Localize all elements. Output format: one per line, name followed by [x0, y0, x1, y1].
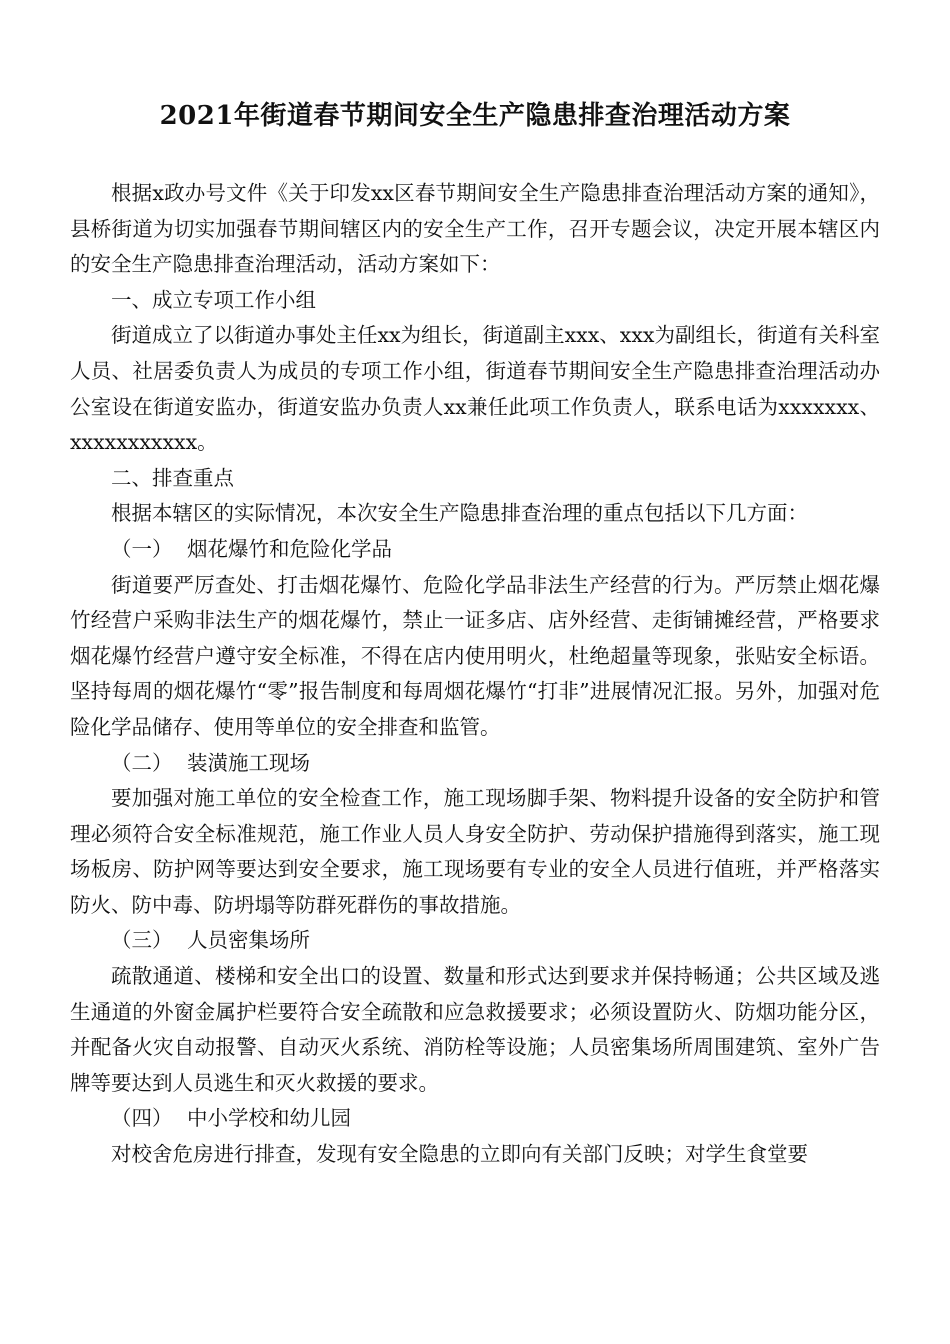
subsection-number: （三） — [111, 928, 173, 953]
subsection-title: 装潢施工现场 — [187, 750, 310, 775]
subsection-4-paragraph: 对校舍危房进行排查，发现有安全隐患的立即向有关部门反映；对学生食堂要 — [111, 1142, 808, 1167]
document-body — [70, 176, 880, 1173]
section-2-heading: 二、排查重点 — [111, 465, 234, 490]
subsection-title: 烟花爆竹和危险化学品 — [187, 536, 392, 561]
subsection-1-paragraph: 街道要严厉查处、打击烟花爆竹、危险化学品非法生产经营的行为。严厉禁止烟花爆竹经营户采购非法生产的烟花爆竹，禁止一证多店、店外经营、走街铺摊经营，严格要求烟花爆竹经营户遵守安全标准，不得在店内使用明火，杜绝超量等现象，张贴安全标语。坚持每周的烟花爆竹“零”报告制度和每周烟花爆竹“打非”进展情况汇报。另外，加强对危险化学品储存、使用等单位的安全排查和监管。 — [70, 572, 880, 739]
subsection-title: 人员密集场所 — [187, 928, 310, 953]
section-1-heading: 一、成立专项工作小组 — [111, 287, 316, 312]
subsection-2-paragraph: 要加强对施工单位的安全检查工作，施工现场脚手架、物料提升设备的安全防护和管理必须符合安全标准规范，施工作业人员人身安全防护、劳动保护措施得到落实，施工现场板房、防护网等要达到安全要求，施工现场要有专业的安全人员进行值班，并严格落实防火、防中毒、防坍塌等防群死群伤的事故措施。 — [70, 786, 880, 917]
document-title: 2021年街道春节期间安全生产隐患排查治理活动方案 — [159, 101, 791, 131]
section-1-paragraph: 街道成立了以街道办事处主任xx为组长，街道副主xxx、xxx为副组长，街道有关科室人员、社居委负责人为成员的专项工作小组，街道春节期间安全生产隐患排查治理活动办公室设在街道安监办，街道安监办负责人xx兼任此项工作负责人，联系电话为xxxxxxx、xxxxxxxxxxx。 — [70, 323, 880, 455]
subsection-number: （四） — [111, 1106, 173, 1131]
subsection-1-heading — [70, 532, 880, 568]
subsection-2-heading — [70, 746, 880, 782]
subsection-title: 中小学校和幼儿园 — [187, 1106, 351, 1131]
subsection-3-paragraph: 疏散通道、楼梯和安全出口的设置、数量和形式达到要求并保持畅通；公共区域及逃生通道的外窗金属护栏要符合安全疏散和应急救援要求；必须设置防火、防烟功能分区，并配备火灾自动报警、自动灭火系统、消防栓等设施；人员密集场所周围建筑、室外广告牌等要达到人员逃生和灭火救援的要求。 — [70, 964, 880, 1095]
section-2-paragraph: 根据本辖区的实际情况，本次安全生产隐患排查治理的重点包括以下几方面： — [111, 501, 808, 526]
subsection-number: （一） — [111, 536, 173, 561]
intro-paragraph: 根据x政办号文件《关于印发xx区春节期间安全生产隐患排查治理活动方案的通知》，县桥街道为切实加强春节期间辖区内的安全生产工作，召开专题会议，决定开展本辖区内的安全生产隐患排查治理活动，活动方案如下： — [70, 181, 880, 277]
subsection-3-heading — [70, 923, 880, 959]
subsection-4-heading — [70, 1101, 880, 1137]
subsection-number: （二） — [111, 750, 173, 775]
